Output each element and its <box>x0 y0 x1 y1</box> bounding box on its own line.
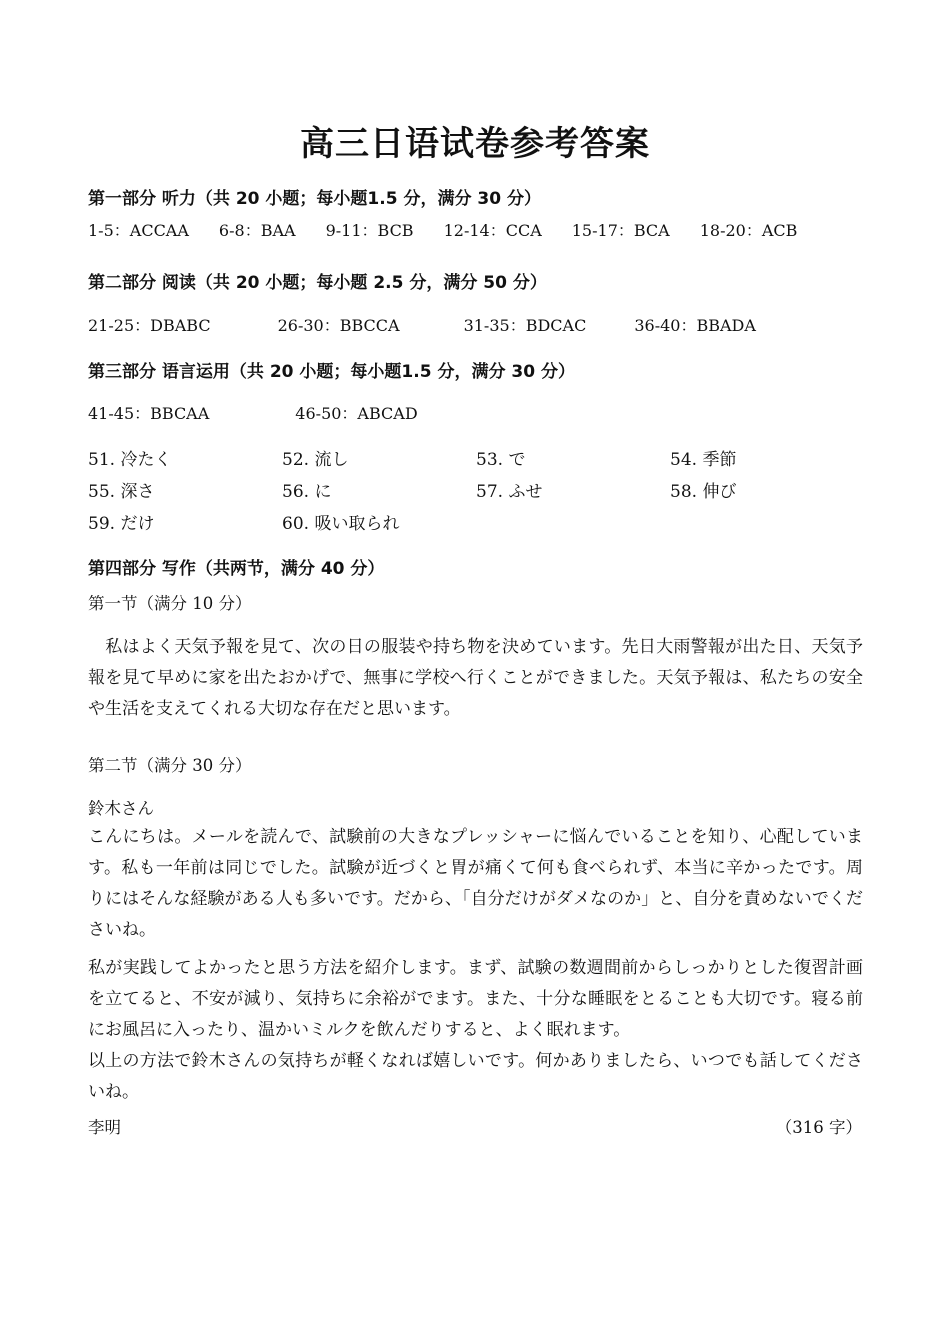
blank-answer: 55. 深さ <box>88 482 155 502</box>
blank-answer: 56. に <box>282 482 332 502</box>
answer-group: 6-8：BAA <box>218 221 296 240</box>
letter-greeting: 鈴木さん <box>88 799 154 818</box>
answer-group: 1-5：ACCAA <box>88 221 189 240</box>
answer-group: 41-45：BBCAA <box>88 404 210 423</box>
letter-paragraph-2: 私が実践してよかったと思う方法を紹介します。まず、試験の数週間前からしっかりとした復習計画を立てると、不安が減り、気持ちに余裕がでます。また、十分な睡眠をとることも大切です。寝る前にお風呂に入ったり、温かいミルクを飲んだりすると、よく眠れます。 <box>88 958 863 1040</box>
part1-heading: 第一部分 听力（共 20 小题；每小题1.5 分，满分 30 分） <box>88 189 541 209</box>
letter-paragraph-1: こんにちは。メールを読んで、試験前の大きなプレッシャーに悩んでいることを知り、心配しています。私も一年前は同じでした。試験が近づくと胃が痛くて何も食べられず、本当に辛かったです。周りにはそんな経験がある人も多いです。だから、「自分だけがダメなのか」と、自分を責めないでくださいね。 <box>88 827 863 940</box>
blank-answer: 53. で <box>476 450 526 470</box>
blank-answer: 60. 吸い取られ <box>282 514 400 534</box>
letter-paragraph-3: 以上の方法で鈴木さんの気持ちが軽くなれば嬉しいです。何かありましたら、いつでも話してくださいね。 <box>88 1051 863 1102</box>
part4-heading: 第四部分 写作（共两节，满分 40 分） <box>88 559 385 579</box>
part2-heading: 第二部分 阅读（共 20 小题；每小题 2.5 分，满分 50 分） <box>88 273 547 293</box>
letter-signature: 李明 <box>88 1118 121 1137</box>
answer-group: 21-25：DBABC <box>88 316 211 335</box>
section2-label: 第二节（满分 30 分） <box>88 756 252 775</box>
blank-answer: 51. 冷たく <box>88 450 172 470</box>
blank-answer: 59. だけ <box>88 514 155 534</box>
answer-group: 36-40：BBADA <box>634 316 756 335</box>
answer-group: 9-11：BCB <box>325 221 414 240</box>
part1-answers <box>88 218 797 241</box>
blank-answer: 57. ふせ <box>476 482 543 502</box>
blank-answer: 52. 流し <box>282 450 349 470</box>
blank-answer: 54. 季節 <box>670 450 737 470</box>
answer-group: 31-35：BDCAC <box>463 316 587 335</box>
answer-group: 18-20：ACB <box>699 221 798 240</box>
part3-heading: 第三部分 语言运用（共 20 小题；每小题1.5 分，满分 30 分） <box>88 362 575 382</box>
page-title: 高三日语试卷参考答案 <box>300 124 650 164</box>
section1-essay: 私はよく天気予報を見て、次の日の服装や持ち物を決めています。先日大雨警報が出た日、天気予報を見て早めに家を出たおかげで、無事に学校へ行くことができました。天気予報は、私たちの安全や生活を支えてくれる大切な存在だと思います。 <box>88 637 863 719</box>
section1-label: 第一节（满分 10 分） <box>88 594 252 613</box>
answer-group: 12-14：CCA <box>443 221 542 240</box>
part3-answers <box>88 401 418 424</box>
character-count: （316 字） <box>775 1118 862 1137</box>
answer-group: 26-30：BBCCA <box>277 316 400 335</box>
answer-group: 46-50：ABCAD <box>295 404 418 423</box>
part2-answers <box>88 313 756 336</box>
blank-answer: 58. 伸び <box>670 482 737 502</box>
answer-group: 15-17：BCA <box>571 221 670 240</box>
